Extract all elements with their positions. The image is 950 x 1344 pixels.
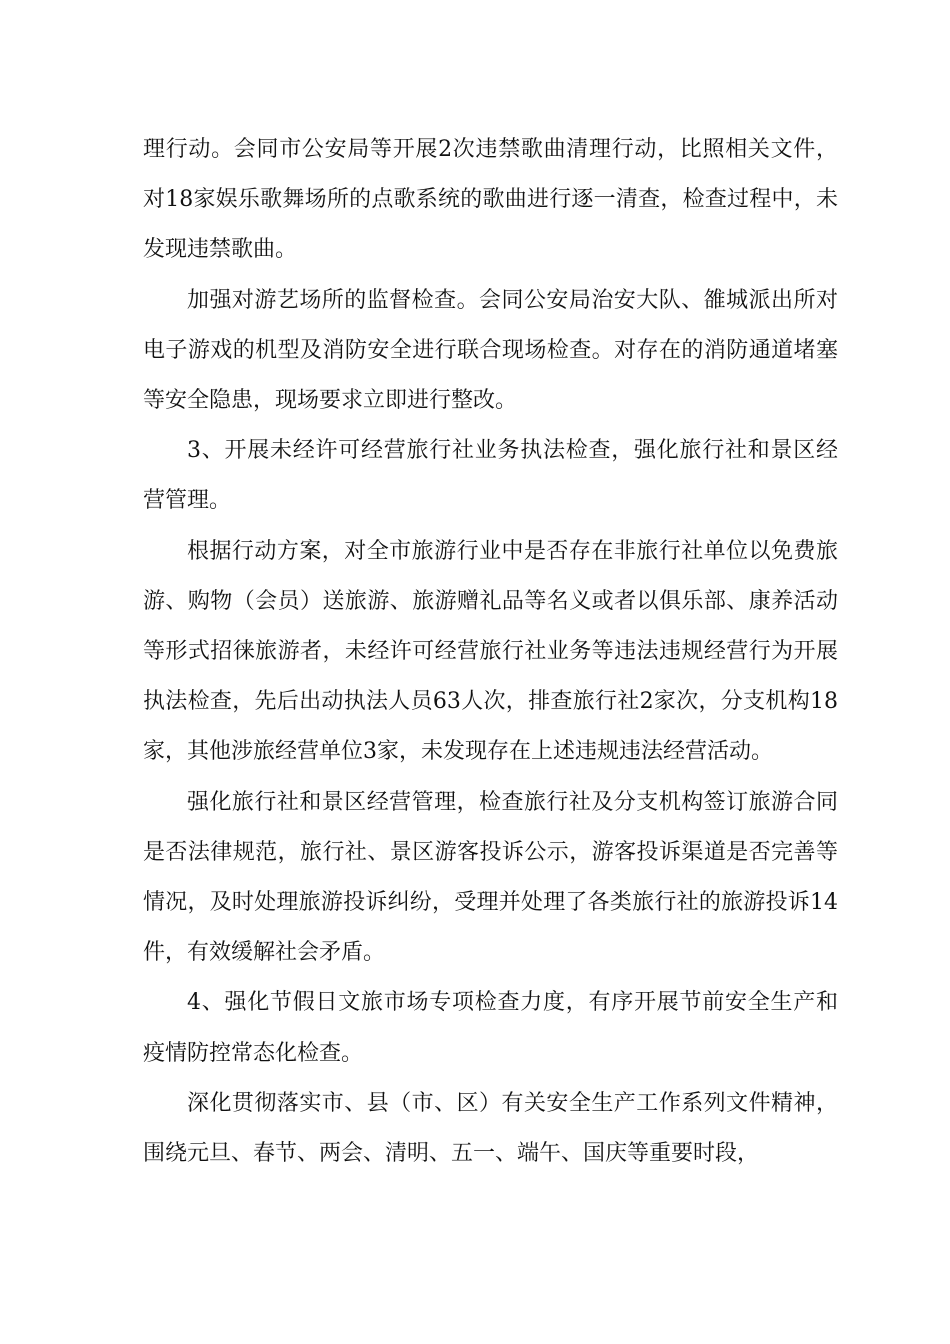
paragraph-heading-3: 3、开展未经许可经营旅行社业务执法检查，强化旅行社和景区经营管理。 <box>143 438 838 514</box>
document-body <box>143 125 838 1179</box>
paragraph-travel-agency-enforcement: 根据行动方案，对全市旅游行业中是否存在非旅行社单位以免费旅游、购物（会员）送旅游、旅游赠礼品等名义或者以俱乐部、康养活动等形式招徕旅游者，未经许可经营旅行社业务等违法违规经营行为开展执法检查，先后出动执法人员63人次，排查旅行社2家次，分支机构18家，其他涉旅经营单位3家，未发现存在上述违规违法经营活动。 <box>143 538 838 765</box>
paragraph-scenic-management: 强化旅行社和景区经营管理，检查旅行社及分支机构签订旅游合同是否法律规范，旅行社、景区游客投诉公示，游客投诉渠道是否完善等情况，及时处理旅游投诉纠纷，受理并处理了各类旅行社的旅游投诉14件，有效缓解社会矛盾。 <box>143 789 838 966</box>
paragraph-entertainment-inspection: 加强对游艺场所的监督检查。会同公安局治安大队、雒城派出所对电子游戏的机型及消防安全进行联合现场检查。对存在的消防通道堵塞等安全隐患，现场要求立即进行整改。 <box>143 287 838 414</box>
paragraph-continuation: 理行动。会同市公安局等开展2次违禁歌曲清理行动，比照相关文件，对18家娱乐歌舞场所的点歌系统的歌曲进行逐一清查，检查过程中，未发现违禁歌曲。 <box>143 137 838 263</box>
paragraph-heading-4: 4、强化节假日文旅市场专项检查力度，有序开展节前安全生产和疫情防控常态化检查。 <box>143 990 838 1066</box>
paragraph-safety-production: 深化贯彻落实市、县（市、区）有关安全生产工作系列文件精神，围绕元旦、春节、两会、清明、五一、端午、国庆等重要时段， <box>143 1090 838 1167</box>
